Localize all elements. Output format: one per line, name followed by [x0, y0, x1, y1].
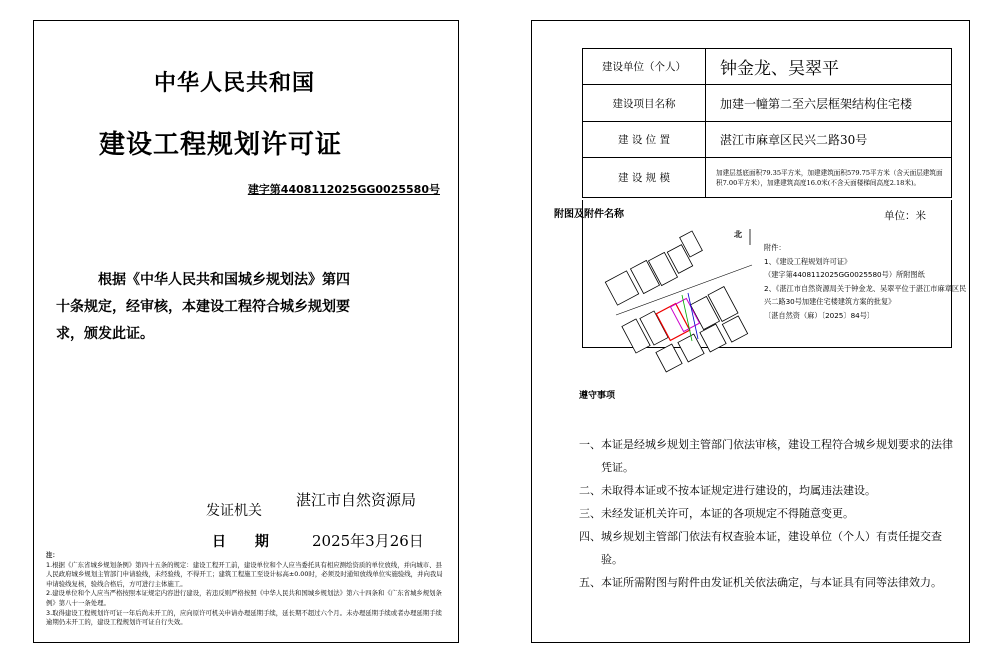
info-label: 建 设 规 模 [583, 158, 706, 198]
permit-detail-page [531, 20, 970, 643]
note-item: 3.取得建设工程规划许可证一年后尚未开工的，应向原许可机关申请办理延期手续，延长期不超过六个月。未办理延期手续或者办理延期手续逾期仍未开工的，建设工程规划许可证自行失效。 [46, 608, 442, 627]
notice-title: 遵守事项 [579, 391, 616, 401]
certificate-title: 建设工程规划许可证 [99, 130, 343, 160]
issuer-value: 湛江市自然资源局 [296, 491, 417, 509]
date-value: 2025年3月26日 [312, 532, 424, 550]
project-info-table [582, 48, 952, 198]
issuer-label: 发证机关 [206, 503, 262, 519]
date-label: 日 期 [212, 534, 281, 550]
site-plan-map [602, 225, 762, 375]
list-item: （建字第4408112025GG0025580号）所附图纸 [764, 270, 925, 279]
list-item: 1、《建设工程规划许可证》 [764, 256, 852, 266]
attachment-list [764, 241, 969, 322]
building-block [722, 316, 747, 342]
note-item: 1.根据《广东省城乡规划条例》第四十五条的规定：建设工程开工前，建设单位和个人应当委托具有相应测绘资质的单位放线，并向城市、县人民政府城乡规划主管部门申请验线，未经验线，不得开工；建筑工程施工至设计标高±0.00时，必须及时通知放线单位实施验线，并向我局申请验线复核，验线合格后，方可进行主体施工。 [46, 560, 443, 588]
info-label: 建设单位（个人） [583, 49, 706, 85]
country-title: 中华人民共和国 [154, 71, 316, 96]
building-block [656, 344, 682, 372]
permit-cover-page [33, 20, 459, 643]
list-item: 二、未取得本证或不按本证规定进行建设的，均属违法建设。 [579, 484, 876, 497]
table-row [583, 85, 952, 122]
info-value: 加建层基底面积79.35平方米，加建建筑面积579.75平方米（含天面层建筑面积7.00平方米），加建建筑高度16.0米(不含天面楼梯间高度2.18米)。 [706, 158, 952, 198]
notes-block [46, 551, 448, 628]
list-item: 五、本证所需附图与附件由发证机关依法确定，与本证具有同等法律效力。 [579, 576, 942, 589]
table-row [583, 158, 952, 198]
info-value: 钟金龙、吴翠平 [706, 49, 952, 85]
building-block [605, 271, 638, 305]
list-item: 三、未经发证机关许可，本证的各项规定不得随意变更。 [579, 507, 854, 520]
rules-list [579, 433, 959, 594]
notes-title: 注： [46, 551, 59, 559]
list-item: 附件： [764, 243, 786, 252]
table-row [583, 49, 952, 85]
table-row [583, 122, 952, 158]
list-item: 2、《湛江市自然资源局关于钟金龙、吴翠平位于湛江市麻章区民兴二路30号加建住宅楼建筑方案的批复》 [764, 283, 967, 306]
certificate-number: 建字第4408112025GG0025580号 [247, 183, 440, 196]
list-item: 一、本证是经城乡规划主管部门依法审核，建设工程符合城乡规划要求的法律凭证。 [579, 438, 953, 474]
note-item: 2.建设单位和个人应当严格按照本证规定内容进行建设，若违反则严格按照《中华人民共和国城乡规划法》第六十四条和《广东省城乡规划条例》第八十一条处理。 [46, 589, 442, 607]
list-item: 〔湛自然资（麻）〔2025〕84号〕 [764, 310, 875, 320]
info-label: 建 设 位 置 [583, 122, 706, 158]
certificate-body: 根据《中华人民共和国城乡规划法》第四十条规定，经审核，本建设工程符合城乡规划要求，颁发此证。 [56, 272, 350, 342]
info-value: 湛江市麻章区民兴二路30号 [706, 122, 952, 158]
unit-label: 单位：米 [884, 210, 926, 222]
info-value: 加建一幢第二至六层框架结构住宅楼 [706, 85, 952, 122]
info-label: 建设项目名称 [583, 85, 706, 122]
list-item: 四、城乡规划主管部门依法有权查验本证，建设单位（个人）有责任提交查验。 [579, 530, 942, 566]
attachment-title: 附图及附件名称 [554, 209, 624, 220]
north-label: 北 [734, 229, 742, 239]
